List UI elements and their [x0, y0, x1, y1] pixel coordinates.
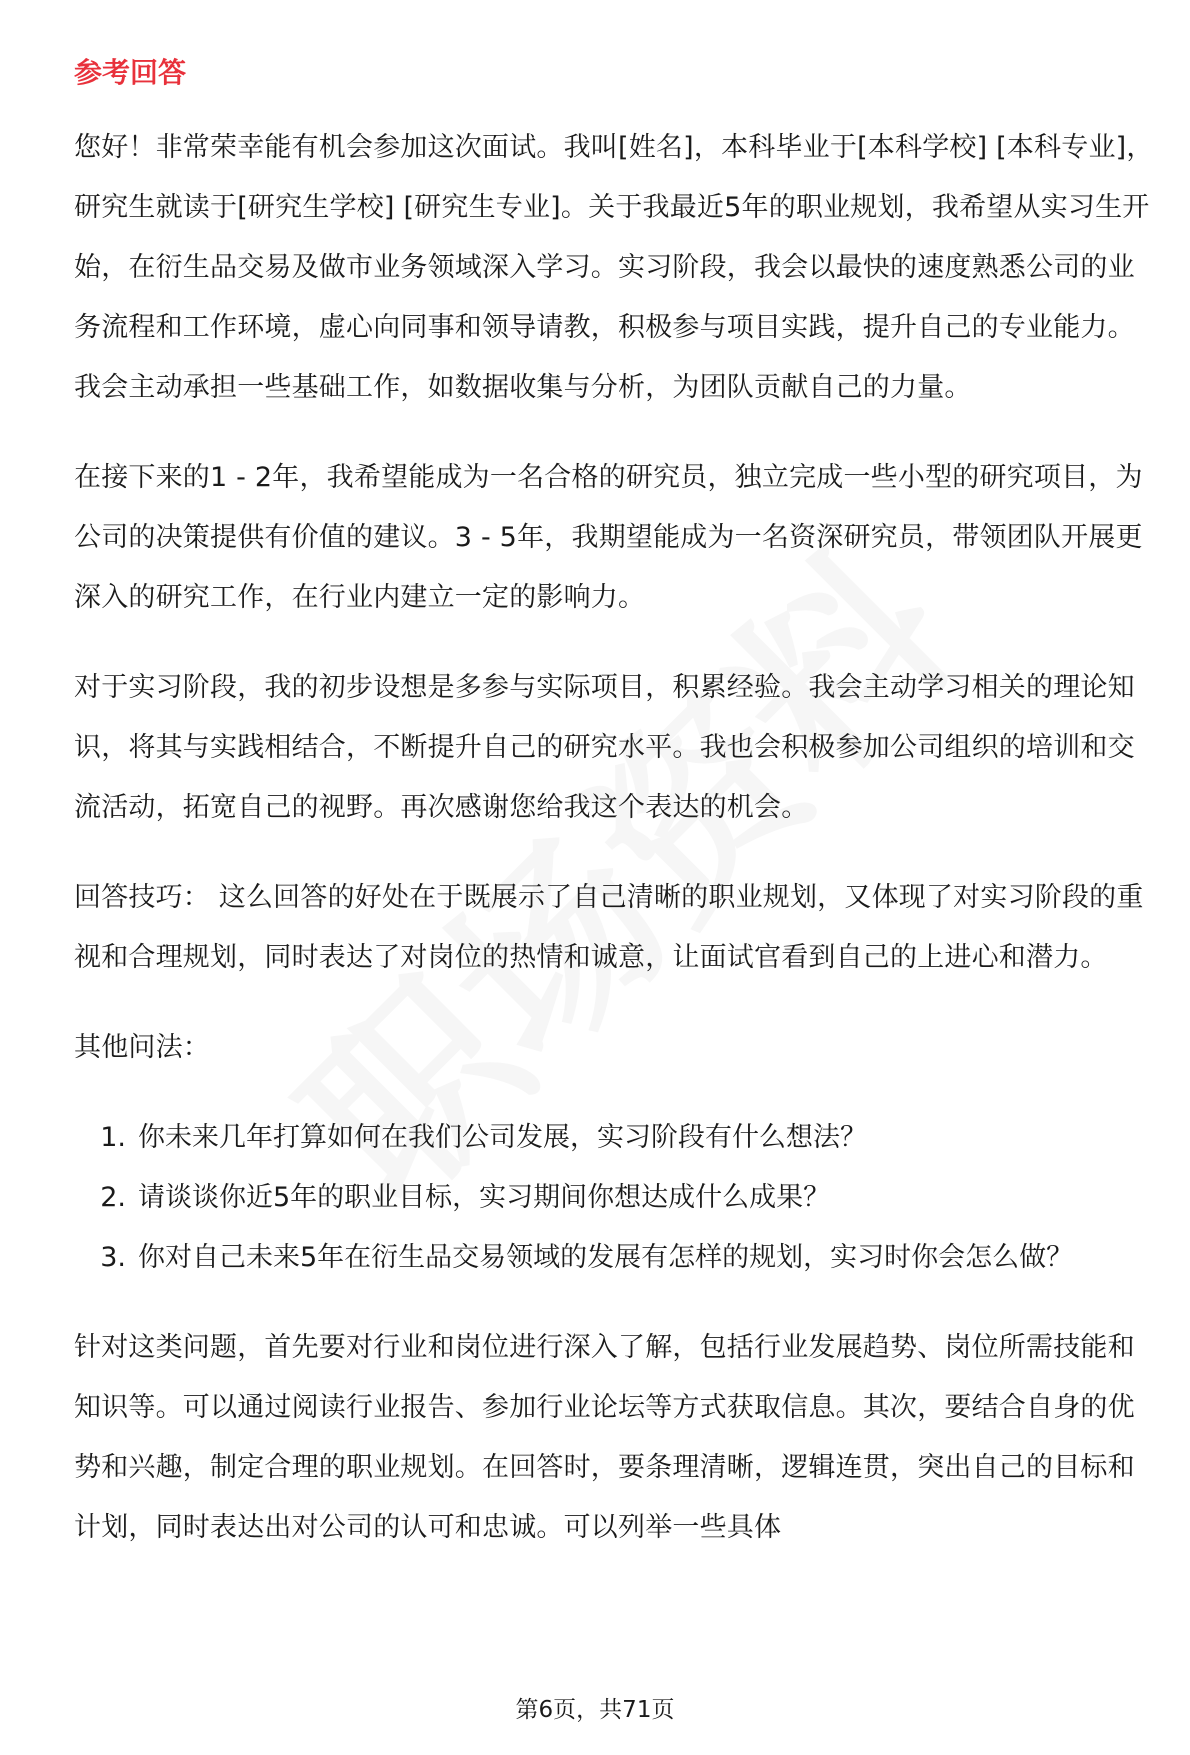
- list-item: [74, 1108, 1160, 1168]
- section-heading: 参考回答: [74, 56, 187, 89]
- answer-paragraph-2: 在接下来的1 - 2年，我希望能成为一名合格的研究员，独立完成一些小型的研究项目，为公司的决策提供有价值的建议。3 - 5年，我期望能成为一名资深研究员，带领团队开展更深入的研究工作，在行业内建立一定的影响力。: [74, 462, 1143, 613]
- answer-paragraph-1: 您好！非常荣幸能有机会参加这次面试。我叫[姓名]，本科毕业于[本科学校] [本科专业]，研究生就读于[研究生学校] [研究生专业]。关于我最近5年的职业规划，我希望从实习生开始，在衍生品交易及做市业务领域深入学习。实习阶段，我会以最快的速度熟悉公司的业务流程和工作环境，虚心向同事和领导请教，积极参与项目实践，提升自己的专业能力。我会主动承担一些基础工作，如数据收集与分析，为团队贡献自己的力量。: [74, 132, 1154, 403]
- list-item: [74, 1168, 1160, 1228]
- list-item-text: 请谈谈你近5年的职业目标，实习期间你想达成什么成果？: [138, 1182, 831, 1213]
- list-item-text: 你未来几年打算如何在我们公司发展，实习阶段有什么想法？: [138, 1122, 867, 1153]
- answer-paragraph-3: 对于实习阶段，我的初步设想是多参与实际项目，积累经验。我会主动学习相关的理论知识，将其与实践相结合，不断提升自己的研究水平。我也会积极参加公司组织的培训和交流活动，拓宽自己的视野。再次感谢您给我这个表达的机会。: [74, 672, 1135, 823]
- list-item-number: 3.: [100, 1242, 126, 1273]
- advice-paragraph: 针对这类问题，首先要对行业和岗位进行深入了解，包括行业发展趋势、岗位所需技能和知识等。可以通过阅读行业报告、参加行业论坛等方式获取信息。其次，要结合自身的优势和兴趣，制定合理的职业规划。在回答时，要条理清晰，逻辑连贯，突出自己的目标和计划，同时表达出对公司的认可和忠诚。可以列举一些具体: [74, 1332, 1135, 1543]
- other-questions-label: 其他问法：: [74, 1032, 210, 1063]
- list-item-number: 1.: [100, 1122, 126, 1153]
- answer-tips: 回答技巧： 这么回答的好处在于既展示了自己清晰的职业规划，又体现了对实习阶段的重视和合理规划，同时表达了对岗位的热情和诚意，让面试官看到自己的上进心和潜力。: [74, 882, 1144, 973]
- document-page: [74, 48, 1160, 1588]
- list-item: [74, 1228, 1160, 1288]
- list-item-number: 2.: [100, 1182, 126, 1213]
- other-questions-list: [74, 1108, 1160, 1288]
- list-item-text: 你对自己未来5年在衍生品交易领域的发展有怎样的规划，实习时你会怎么做？: [138, 1242, 1074, 1273]
- page-number: 第6页，共71页: [515, 1697, 675, 1723]
